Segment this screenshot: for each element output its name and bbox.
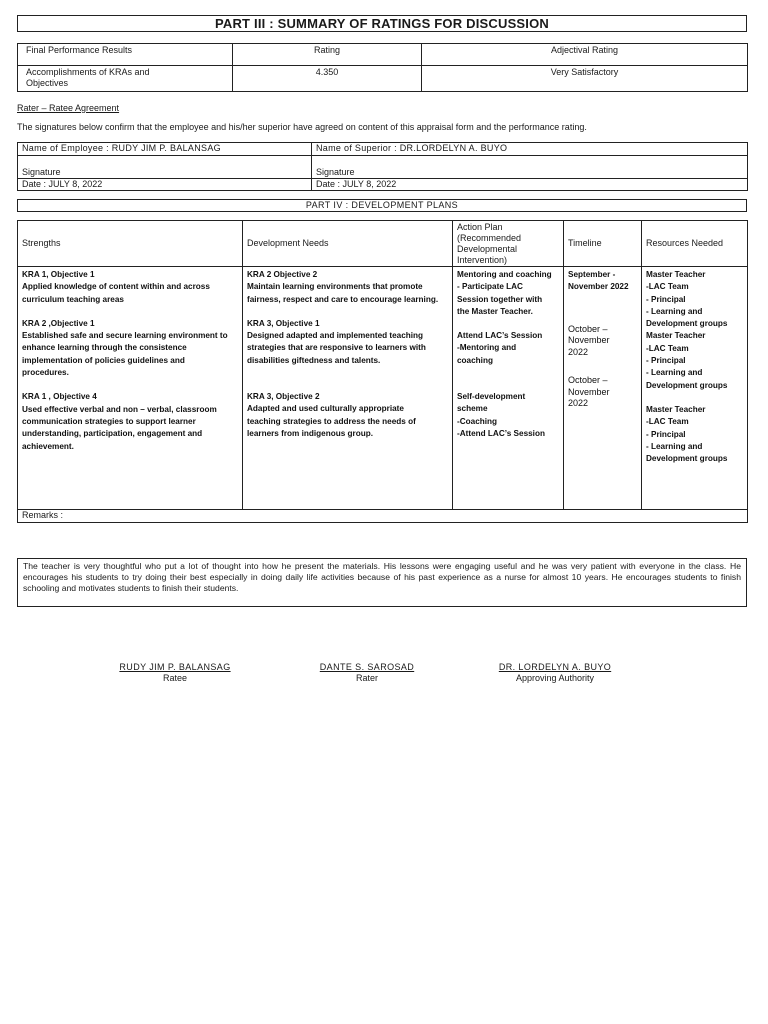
strengths-cell xyxy=(18,267,243,510)
strengths-line: communication strategies to support learner xyxy=(22,416,196,426)
resource-line: - Learning and xyxy=(646,441,703,451)
action-header-line-4: Intervention) xyxy=(457,255,508,265)
strengths-line: procedures. xyxy=(22,368,69,378)
resource-line: -LAC Team xyxy=(646,282,689,292)
spacer xyxy=(22,379,238,391)
header-rating: Rating xyxy=(233,44,422,66)
needs-line: Adapted and used culturally appropriate xyxy=(247,404,404,414)
needs-line: disabilities giftedness and talents. xyxy=(247,355,381,365)
timeline-entry-3 xyxy=(568,375,637,410)
resource-line: -LAC Team xyxy=(646,343,689,353)
action-line: -Attend LAC’s Session xyxy=(457,428,545,438)
needs-line: KRA 3, Objective 2 xyxy=(247,392,320,402)
needs-line: strategies that are responsive to learners with xyxy=(247,343,426,353)
timeline-entry-2 xyxy=(568,324,637,359)
needs-line: Maintain learning environments that promote xyxy=(247,282,423,292)
superior-date: Date : JULY 8, 2022 xyxy=(312,179,748,191)
strengths-line: enhance learning through the consistence xyxy=(22,343,187,353)
timeline-line: November xyxy=(568,335,610,346)
rater-name: DANTE S. SAROSAD xyxy=(319,662,415,672)
strengths-line: Used effective verbal and non – verbal, classroom xyxy=(22,404,217,414)
header-resources: Resources Needed xyxy=(642,221,748,267)
needs-line: KRA 3, Objective 1 xyxy=(247,318,320,328)
action-line: the Master Teacher. xyxy=(457,306,533,316)
timeline-line: September - xyxy=(568,270,616,279)
strengths-line: Established safe and secure learning environment to xyxy=(22,331,228,341)
header-development-needs: Development Needs xyxy=(243,221,453,267)
employee-date: Date : JULY 8, 2022 xyxy=(18,179,312,191)
spacer xyxy=(457,318,559,330)
signatory-rater xyxy=(292,662,442,684)
label-line-2: Objectives xyxy=(26,78,69,88)
remarks-text: The teacher is very thoughtful who put a lot of thought into how he present the materials. His lessons were engaging useful and he was very patient with everyone in the class. He encourages his students to try doing their best especially in doing daily life activities because of his past experience as a nurse for almost 10 years. He encourages students to finish schooling and motivates students to finish their students. xyxy=(17,558,747,607)
rating-value: 4.350 xyxy=(233,66,422,92)
timeline-line: 2022 xyxy=(568,346,589,357)
action-line: scheme xyxy=(457,404,488,414)
resource-line: - Learning and xyxy=(646,306,703,316)
strengths-line: implementation of policies guidelines and xyxy=(22,355,185,365)
action-header-line-2: (Recommended xyxy=(457,233,522,243)
action-line: -Mentoring and xyxy=(457,343,517,353)
resource-line: - Principal xyxy=(646,356,686,366)
employee-name: Name of Employee : RUDY JIM P. BALANSAG xyxy=(18,143,312,156)
resource-line: Master Teacher xyxy=(646,404,706,414)
header-strengths: Strengths xyxy=(18,221,243,267)
resource-line: - Learning and xyxy=(646,368,703,378)
needs-line: KRA 2 Objective 2 xyxy=(247,270,318,279)
resource-line: Master Teacher xyxy=(646,270,706,279)
spacer xyxy=(22,306,238,318)
strengths-line: curriculum teaching areas xyxy=(22,294,124,304)
header-action-plan xyxy=(453,221,564,267)
action-plan-cell xyxy=(453,267,564,510)
header-timeline: Timeline xyxy=(564,221,642,267)
resource-line: Master Teacher xyxy=(646,331,706,341)
timeline-line: October – xyxy=(568,375,608,386)
adjectival-value: Very Satisfactory xyxy=(422,66,748,92)
timeline-entry-1 xyxy=(568,269,637,294)
label-line-1: Accomplishments of KRAs and xyxy=(26,67,150,77)
needs-line: fairness, respect and care to encourage learning. xyxy=(247,294,439,304)
needs-line: learners from indigenous group. xyxy=(247,428,374,438)
signatory-ratee xyxy=(100,662,250,684)
action-header-line-3: Developmental xyxy=(457,244,518,254)
part4-title: PART IV : DEVELOPMENT PLANS xyxy=(17,199,747,212)
action-line: Attend LAC’s Session xyxy=(457,331,543,341)
signatory-approver xyxy=(470,662,640,684)
action-line: Session together with xyxy=(457,294,543,304)
agreement-table xyxy=(17,142,748,191)
development-needs-cell xyxy=(243,267,453,510)
header-adjectival-rating: Adjectival Rating xyxy=(422,44,748,66)
timeline-line: November xyxy=(568,386,610,397)
agreement-statement: The signatures below confirm that the employee and his/her superior have agreed on content of this appraisal form and the performance rating. xyxy=(17,122,587,132)
strengths-line: Applied knowledge of content within and across xyxy=(22,282,210,292)
spacer xyxy=(247,379,448,391)
header-final-results: Final Performance Results xyxy=(18,44,233,66)
development-plans-table xyxy=(17,220,748,523)
strengths-line: KRA 2 ,Objective 1 xyxy=(22,318,95,328)
resource-line: -LAC Team xyxy=(646,417,689,427)
spacer xyxy=(247,306,448,318)
superior-name: Name of Superior : DR.LORDELYN A. BUYO xyxy=(312,143,748,156)
resource-line: Development groups xyxy=(646,319,728,329)
rater-role: Rater xyxy=(355,673,378,683)
ratings-table xyxy=(17,43,748,92)
needs-line: teaching strategies to address the needs of xyxy=(247,416,416,426)
spacer xyxy=(457,367,559,379)
timeline-cell xyxy=(564,267,642,510)
action-line: coaching xyxy=(457,355,493,365)
timeline-line: November 2022 xyxy=(568,282,629,292)
resource-line: - Principal xyxy=(646,429,686,439)
action-line: Self-development xyxy=(457,392,526,402)
ratee-name: RUDY JIM P. BALANSAG xyxy=(119,662,231,672)
strengths-line: understanding, participation, engagement and xyxy=(22,429,203,439)
ratee-role: Ratee xyxy=(162,673,188,683)
spacer xyxy=(457,379,559,391)
resource-line: Development groups xyxy=(646,454,728,464)
action-line: -Coaching xyxy=(457,416,498,426)
row-accomplishments-label xyxy=(18,66,233,92)
approver-role: Approving Authority xyxy=(515,673,595,683)
superior-signature-label: Signature xyxy=(312,156,748,179)
spacer xyxy=(646,392,743,404)
approver-name: DR. LORDELYN A. BUYO xyxy=(498,662,612,672)
employee-signature-label: Signature xyxy=(18,156,312,179)
resources-cell xyxy=(642,267,748,510)
resource-line: - Principal xyxy=(646,294,686,304)
needs-line: Designed adapted and implemented teaching xyxy=(247,331,424,341)
strengths-line: achievement. xyxy=(22,441,74,451)
strengths-line: KRA 1, Objective 1 xyxy=(22,270,95,279)
agreement-heading: Rater – Ratee Agreement xyxy=(17,103,120,113)
remarks-label: Remarks : xyxy=(18,510,748,523)
part3-title: PART III : SUMMARY OF RATINGS FOR DISCUSSION xyxy=(17,15,747,32)
resource-line: Development groups xyxy=(646,380,728,390)
spacer xyxy=(247,367,448,379)
action-line: Mentoring and coaching xyxy=(457,270,552,279)
action-header-line-1: Action Plan xyxy=(457,222,503,232)
timeline-line: October – xyxy=(568,323,608,334)
action-line: - Participate LAC xyxy=(457,282,523,292)
timeline-line: 2022 xyxy=(568,398,589,409)
strengths-line: KRA 1 , Objective 4 xyxy=(22,392,97,402)
